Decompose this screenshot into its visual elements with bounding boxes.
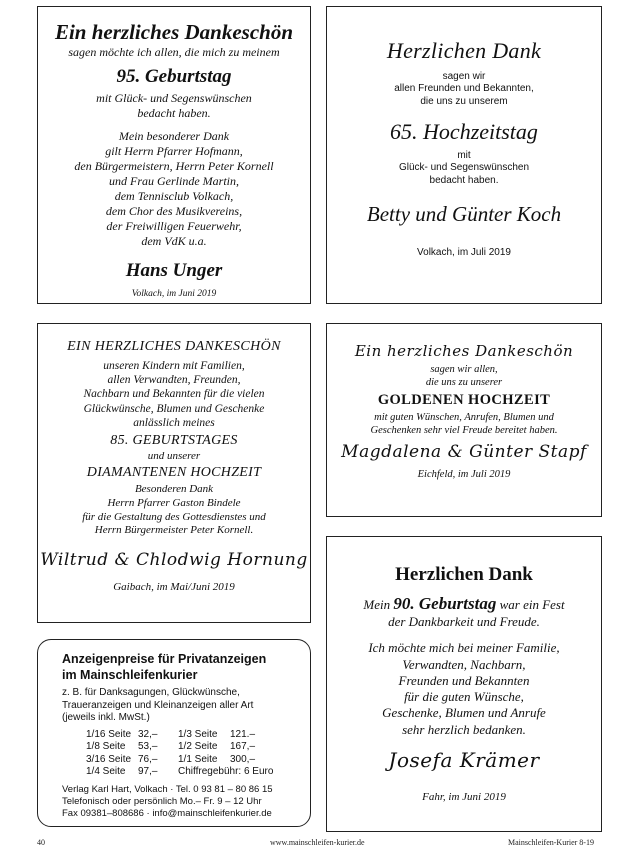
ad1-occasion: 95. Geburtstag xyxy=(116,66,232,88)
ad2-signature: Betty und Günter Koch xyxy=(366,202,562,226)
ad5-text: für die guten Wünsche, xyxy=(404,689,524,704)
ad5-line1 xyxy=(327,593,601,614)
ad5-title: Herzlichen Dank xyxy=(395,564,533,585)
ad-hornung xyxy=(37,323,311,623)
ad4-text: mit guten Wünschen, Anrufen, Blumen und xyxy=(374,412,554,424)
pricing-contact: Telefonisch oder persönlich Mo.– Fr. 9 – 12 Uhr xyxy=(62,795,262,807)
ad3-text: Nachbarn und Bekannten für die vielen xyxy=(83,388,265,401)
ad1-text: mit Glück- und Segenswünschen xyxy=(96,91,252,105)
ad5-text: sehr herzlich bedanken. xyxy=(402,721,526,737)
ad3-text: anlässlich meines xyxy=(133,417,215,429)
pricing-title: Anzeigenpreise für Privatanzeigen xyxy=(62,652,267,666)
ad1-text: dem VdK u.a. xyxy=(141,234,207,248)
ad1-line1: sagen möchte ich allen, die mich zu meinem xyxy=(68,45,280,60)
ad3-text: Herrn Bürgermeister Peter Kornell. xyxy=(94,524,254,537)
ad2-text: allen Freunden und Bekannten, xyxy=(394,83,534,94)
ad2-text: Glück- und Segenswünschen xyxy=(398,162,530,173)
ad1-text: dem Tennisclub Volkach, xyxy=(114,189,234,203)
ad3-text: für die Gestaltung des Gottesdienstes und xyxy=(82,510,266,523)
ad3-occasion-birthday: 85. GEBURTSTAGES xyxy=(110,433,238,449)
ad1-title: Ein herzliches Dankeschön xyxy=(54,20,294,44)
price-size: 1/8 Seite xyxy=(86,741,126,753)
ad4-place-date: Eichfeld, im Juli 2019 xyxy=(417,468,511,480)
pricing-intro: Traueranzeigen und Kleinanzeigen aller Art xyxy=(62,699,254,711)
ad5-text: Verwandten, Nachbarn, xyxy=(402,656,526,672)
ad3-place-date: Gaibach, im Mai/Juni 2019 xyxy=(113,581,235,594)
ad4-text: Geschenken sehr viel Freude bereitet haben. xyxy=(370,425,558,437)
ad2-text: bedacht haben. xyxy=(429,174,499,186)
ad-josefa-kraemer xyxy=(326,536,602,832)
ad5-text: Geschenke, Blumen und Anrufe xyxy=(382,705,546,721)
price-value: 53,– xyxy=(138,741,158,753)
ad-stapf xyxy=(326,323,602,517)
page-number: 40 xyxy=(37,838,45,847)
ad1-text: Mein besonderer Dank xyxy=(118,129,230,143)
ad3-text: Besonderen Dank xyxy=(134,483,214,496)
ad3-text: allen Verwandten, Freunden, xyxy=(107,373,241,386)
ad3-title: EIN HERZLICHES DANKESCHÖN xyxy=(67,339,281,354)
ad5-line1-pre: Mein xyxy=(363,596,391,612)
ad1-text: gilt Herrn Pfarrer Hofmann, xyxy=(105,144,243,158)
price-value: 300,– xyxy=(230,753,256,765)
ad2-text: sagen wir xyxy=(442,70,486,82)
ad5-line2: der Dankbarkeit und Freude. xyxy=(388,614,540,629)
price-size: 3/16 Seite xyxy=(86,753,132,765)
ad5-text: Ich möchte mich bei meiner Familie, xyxy=(368,640,560,656)
price-size: 1/16 Seite xyxy=(86,728,132,740)
price-value: 32,– xyxy=(138,728,158,740)
ad5-occasion: 90. Geburtstag xyxy=(393,593,497,613)
ad1-text: dem Chor des Musikvereins, xyxy=(105,204,243,218)
pricing-box xyxy=(37,639,311,827)
pricing-title: im Mainschleifenkurier xyxy=(62,667,198,682)
price-value: 76,– xyxy=(138,753,158,765)
ad5-text: Freunden und Bekannten xyxy=(398,672,530,688)
ad-hans-unger xyxy=(37,6,311,304)
ad2-occasion: 65. Hochzeitstag xyxy=(390,119,538,144)
ad4-title: Ein herzliches Dankeschön xyxy=(354,342,574,360)
ad-betty-guenter-koch xyxy=(326,6,602,304)
price-size: 1/3 Seite xyxy=(178,728,218,740)
price-size: 1/4 Seite xyxy=(86,766,126,778)
ad5-line1-post: war ein Fest xyxy=(499,596,565,612)
footer-issue: Mainschleifen-Kurier 8-19 xyxy=(508,838,594,847)
ad4-text: sagen wir allen, xyxy=(430,363,498,375)
price-size: 1/1 Seite xyxy=(178,753,218,765)
ad1-text: der Freiwilligen Feuerwehr, xyxy=(106,219,242,233)
ad2-title: Herzlichen Dank xyxy=(386,38,542,63)
pricing-contact: Fax 09381–808686 · info@mainschleifenkurier.de xyxy=(62,807,272,819)
ad3-text: Herrn Pfarrer Gaston Bindele xyxy=(107,496,241,509)
ad2-text: die uns zu unserem xyxy=(420,95,508,107)
price-size: 1/2 Seite xyxy=(178,741,218,753)
pricing-intro: z. B. für Danksagungen, Glückwünsche, xyxy=(62,687,240,699)
price-value: 97,– xyxy=(138,766,158,778)
price-value: 121.– xyxy=(230,728,256,740)
ad1-place-date: Volkach, im Juni 2019 xyxy=(131,288,217,299)
ad3-occasion-wedding: DIAMANTENEN HOCHZEIT xyxy=(86,464,262,480)
ad4-signature: Magdalena & Günter Stapf xyxy=(341,442,587,463)
ad5-place-date: Fahr, im Juni 2019 xyxy=(422,790,506,803)
ad3-text: unseren Kindern mit Familien, xyxy=(103,359,245,372)
ad3-connector: und unserer xyxy=(147,449,201,462)
pricing-intro: (jeweils inkl. MwSt.) xyxy=(62,712,150,724)
ad4-occasion: GOLDENEN HOCHZEIT xyxy=(377,392,551,408)
ad5-signature: Josefa Krämer xyxy=(388,747,540,772)
ad1-text: den Bürgermeistern, Herrn Peter Kornell xyxy=(74,159,274,173)
ad4-text: die uns zu unserer xyxy=(425,376,503,388)
pricing-contact: Verlag Karl Hart, Volkach · Tel. 0 93 81 – 80 86 15 xyxy=(62,783,273,795)
ad1-text: und Frau Gerlinde Martin, xyxy=(109,174,239,188)
ad3-signature: Wiltrud & Chlodwig Hornung xyxy=(40,550,308,571)
price-table xyxy=(62,729,310,779)
ad1-text: bedacht haben. xyxy=(137,106,211,120)
price-value: 167,– xyxy=(230,741,256,753)
ad3-text: Glückwünsche, Blumen und Geschenke xyxy=(83,402,265,415)
price-size: Chiffregebühr: 6 Euro xyxy=(178,766,274,778)
ad2-place-date: Volkach, im Juli 2019 xyxy=(417,247,511,259)
ad1-signature: Hans Unger xyxy=(125,260,223,281)
ad2-text: mit xyxy=(457,149,471,161)
footer-url[interactable]: www.mainschleifen-kurier.de xyxy=(270,838,365,847)
